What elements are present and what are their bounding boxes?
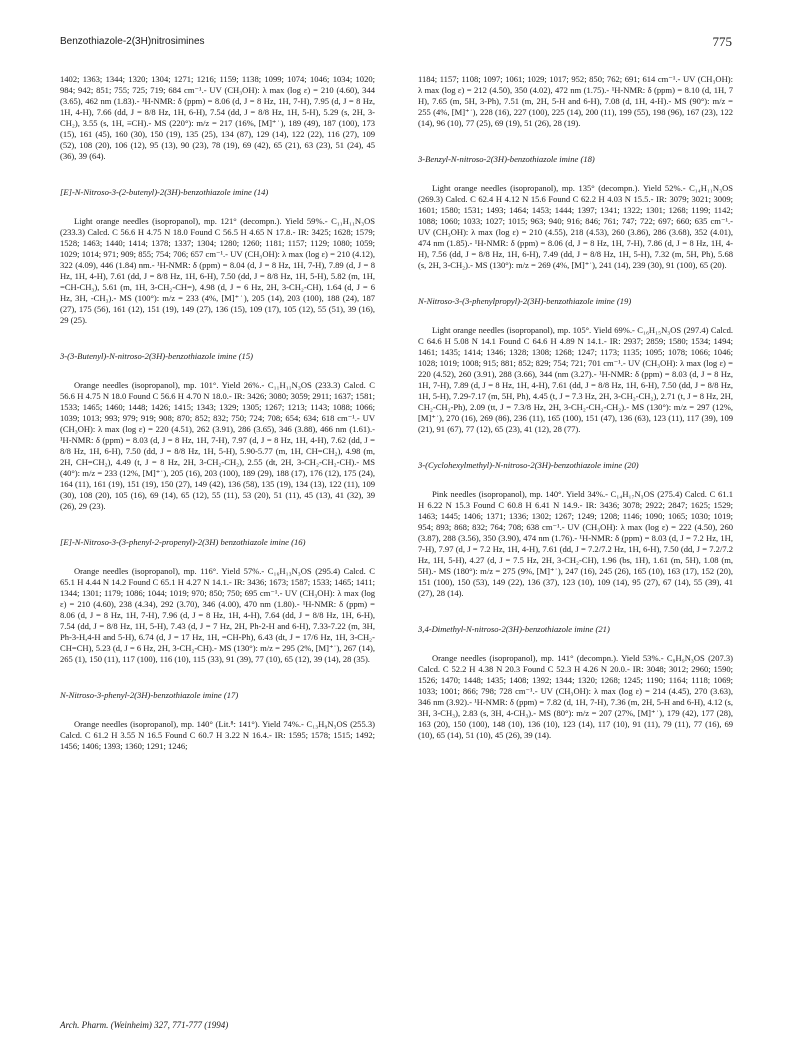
paragraph-continued: 1402; 1363; 1344; 1320; 1304; 1271; 1216; 1159; 1138; 1099; 1074; 1046; 1034; 1020; 984; 942; 851; 755; 725; 719; 684 cm⁻¹.- UV (CH₃OH): λ max (log ε) = 210 (4.60), 344 (3.65), 462 nm (1.83).- ¹H-NMR: δ (ppm) = 8.06 (d, J = 8 Hz, 1H, 7-H), 7.95 (d, J = 8 Hz, 1H, 4-H), 7.66 (dd, J = 8/8 Hz, 1H, 6-H), 7.54 (dd, J = 8/8 Hz, 1H, 5-H), 5.29 (s, 2H, 3-CH₂), 3.55 (s, 1H, ≡CH).- MS (220°): m/z = 217 (16%, [M]⁺˙), 189 (49), 187 (100), 173 (15), 161 (45), 160 (30), 150 (19), 135 (25), 134 (87), 129 (14), 122 (22), 116 (27), 109 (52), 108 (20), 106 (12), 95 (13), 90 (23), 78 (19), 69 (42), 65 (21), 63 (23), 51 (24), 45 (36), 39 (64). [60, 74, 375, 161]
right-column [418, 74, 733, 741]
compound-paragraph-21: Orange needles (isopropanol), mp. 141° (decompn.). Yield 53%.- C₉H₉N₃OS (207.3) Calcd. C 52.2 H 4.38 N 20.3 Found C 52.3 H 4.26 N 20.0.- IR: 3048; 3012; 2960; 1590; 1526; 1470; 1448; 1435; 1408; 1392; 1344; 1320; 1268; 1245; 1190; 1164; 1118; 1069; 1033; 1001; 866; 798; 728 cm⁻¹.- UV (CH₃OH): λ max (log ε) = 214 (4.45), 270 (3.63), 346 nm (3.92).- ¹H-NMR: δ (ppm) = 7.82 (d, 1H, 7-H), 7.36 (m, 2H, 5-H and 6-H), 4.12 (s, 3H, 3-CH₃), 2.83 (s, 3H, 4-CH₃).- MS (80°): m/z = 207 (27%, [M]⁺˙), 179 (42), 177 (28), 163 (20), 150 (100), 148 (10), 136 (10), 123 (14), 117 (10), 91 (11), 79 (11), 77 (16), 69 (10), 65 (14), 51 (10), 45 (26), 39 (14). [418, 653, 733, 740]
compound-heading-14: [E]-N-Nitroso-3-(2-butenyl)-2(3H)-benzothiazole imine (14) [60, 187, 269, 197]
compound-paragraph-18: Light orange needles (isopropanol), mp. 135° (decompn.). Yield 52%.- C₁₄H₁₁N₃OS (269.3) Calcd. C 62.4 H 4.12 N 15.6 Found C 62.2 H 4.03 N 15.5.- IR: 3079; 3021; 3009; 1601; 1580; 1531; 1493; 1464; 1453; 1444; 1397; 1341; 1322; 1301; 1268; 1199; 1142; 1088; 1060; 1033; 1027; 1015; 963; 940; 916; 846; 761; 747; 722; 697; 660; 635 cm⁻¹.- UV (CH₃OH): λ max (log ε) = 210 (4.55), 218 (4.53), 260 (3.86), 286 (3.68), 352 (4.01), 474 nm (1.85).- ¹H-NMR: δ (ppm) = 8.06 (d, J = 8 Hz, 1H, 7-H), 7.86 (d, J = 8 Hz, 1H, 4-H), 7.56 (dd, J = 8/8 Hz, 1H, 6-H), 7.49 (dd, J = 8/8 Hz, 1H, 5-H), 7.32 (m, 5H, Ph), 5.68 (s, 2H, 3-CH₂).- MS (130°): m/z = 269 (4%, [M]⁺˙), 241 (14), 239 (30), 91 (100), 65 (20). [418, 183, 733, 270]
compound-paragraph-17: Orange needles (isopropanol), mp. 140° (Lit.⁸: 141°). Yield 74%.- C₁₃H₉N₃OS (255.3) Calcd. C 61.2 H 3.55 N 16.5 Found C 60.7 H 3.22 N 16.4.- IR: 1595; 1578; 1515; 1492; 1456; 1406; 1393; 1360; 1291; 1246; [60, 719, 375, 751]
left-column [60, 74, 375, 752]
compound-paragraph-15: Orange needles (isopropanol), mp. 101°. Yield 26%.- C₁₁H₁₁N₃OS (233.3) Calcd. C 56.6 H 4.75 N 18.0 Found C 56.6 H 4.70 N 18.0.- IR: 3426; 3080; 3059; 2911; 1637; 1581; 1533; 1465; 1460; 1448; 1426; 1415; 1343; 1329; 1305; 1267; 1213; 1143; 1088; 1066; 1039; 1013; 993; 979; 919; 908; 870; 852; 832; 750; 724; 708; 654; 634; 618 cm⁻¹.- UV (CH₃OH): λ max (log ε) = 220 (4.51), 262 (3.91), 286 (3.65), 346 (3.88), 466 nm (1.61).- ¹H-NMR: δ (ppm) = 8.03 (d, J = 8 Hz, 1H, 7-H), 7.97 (d, J = 8 Hz, 1H, 4-H), 7.62 (dd, J = 8/8 Hz, 1H, 6-H), 7.50 (dd, J = 8/8 Hz, 1H, 5-H), 5.90-5.77 (m, 1H, CH=CH₂), 4.98 (m, 2H, CH=CH₂), 4.49 (t, J = 8 Hz, 2H, 3-CH₂-CH₂), 2.55 (dt, 2H, 3-CH₂-CH₂-CH).- MS (40°): m/z = 233 (12%, [M]⁺˙), 205 (16), 203 (100), 189 (29), 188 (17), 176 (12), 175 (24), 164 (11), 161 (19), 151 (19), 150 (27), 149 (42), 136 (58), 135 (19), 134 (13), 122 (11), 109 (30), 108 (20), 105 (16), 69 (14), 65 (12), 55 (11), 53 (20), 51 (11), 45 (13), 41 (32), 39 (26), 29 (23). [60, 380, 375, 511]
compound-paragraph-14: Light orange needles (isopropanol), mp. 121° (decompn.). Yield 59%.- C₁₁H₁₁N₃OS (233.3) Calcd. C 56.6 H 4.75 N 18.0 Found C 56.5 H 4.65 N 17.8.- IR: 3425; 1628; 1579; 1528; 1463; 1440; 1414; 1378; 1337; 1304; 1280; 1260; 1181; 1157; 1129; 1080; 1059; 1029; 1014; 971; 909; 855; 754; 706; 657 cm⁻¹.- UV (CH₃OH): λ max (log ε) = 210 (4.12), 322 (4.09), 446 (1.84) nm.- ¹H-NMR: δ (ppm) = 8.04 (d, J = 8 Hz, 1H, 7-H), 7.89 (d, J = 8 Hz, 1H, 4-H), 7.61 (dd, J = 8/8 Hz, 1H, 6-H), 7.50 (dd, J = 8/8 Hz, 1H, 5-H), 5.82 (m, 1H, =CH-CH₃), 5.61 (m, 1H, 3-CH₂-CH=), 4.98 (d, J = 6 Hz, 2H, 3-CH₂-CH), 1.64 (d, J = 6 Hz, 3H, -CH₃).- MS (100°): m/z = 233 (4%, [M]⁺˙), 205 (14), 203 (100), 188 (24), 187 (27), 175 (56), 161 (12), 151 (19), 149 (27), 136 (15), 109 (17), 105 (12), 55 (51), 39 (16), 29 (25). [60, 216, 375, 325]
compound-heading-21: 3,4-Dimethyl-N-nitroso-2(3H)-benzothiazole imine (21) [418, 624, 610, 634]
running-head [60, 36, 732, 52]
compound-paragraph-20: Pink needles (isopropanol), mp. 140°. Yield 34%.- C₁₄H₁₇N₃OS (275.4) Calcd. C 61.1 H 6.22 N 15.3 Found C 60.8 H 6.41 N 14.9.- IR: 3436; 3078; 2922; 2847; 1625; 1529; 1463; 1445; 1406; 1371; 1336; 1302; 1267; 1249; 1208; 1146; 1090; 1065; 1030; 1019; 954; 893; 868; 832; 764; 708; 638 cm⁻¹.- UV (CH₃OH): λ max (log ε) = 222 (4.50), 260 (3.87), 288 (3.56), 350 (3.90), 474 nm (1.76).- ¹H-NMR: δ (ppm) = 8.03 (d, J = 7.2 Hz, 1H, 7-H), 7.97 (d, J = 7.2 Hz, 1H, 4-H), 7.61 (dd, J = 7.2/7.2 Hz, 1H, 6-H), 7.50 (dd, J = 7.2/7.2 Hz, 1H, 5-H), 4.27 (d, J = 7.5 Hz, 2H, 3-CH₂-CH), 1.96 (bs, 1H), 1.61 (m, 5H), 1.08 (m, 5H).- MS (180°): m/z = 275 (9%, [M]⁺˙), 247 (16), 245 (26), 165 (10), 163 (17), 152 (20), 151 (100), 150 (53), 149 (22), 136 (37), 123 (10), 109 (14), 95 (27), 67 (14), 55 (39), 41 (27), 28 (14). [418, 489, 733, 598]
compound-heading-20: 3-(Cyclohexylmethyl)-N-nitroso-2(3H)-benzothiazole imine (20) [418, 460, 639, 470]
page-number: 775 [712, 34, 732, 49]
compound-heading-18: 3-Benzyl-N-nitroso-2(3H)-benzothiazole imine (18) [418, 154, 595, 164]
compound-heading-16: [E]-N-Nitroso-3-(3-phenyl-2-propenyl)-2(3H) benzothiazole imine (16) [60, 537, 306, 547]
journal-footer: Arch. Pharm. (Weinheim) 327, 771-777 (1994) [60, 1020, 229, 1030]
paragraph-17-continued: 1184; 1157; 1108; 1097; 1061; 1029; 1017; 952; 850; 762; 691; 614 cm⁻¹.- UV (CH₃OH): λ max (log ε) = 212 (4.50), 350 (4.02), 472 nm (1.75).- ¹H-NMR: δ (ppm) = 8.10 (d, 1H, 7 H), 7.65 (m, 5H, 3-Ph), 7.51 (m, 2H, 5-H and 6-H), 7.08 (d, 1H, 4-H).- MS (90°): m/z = 255 (4%, [M]⁺˙), 228 (16), 227 (100), 225 (14), 200 (11), 199 (55), 198 (96), 167 (23), 122 (14), 96 (10), 77 (25), 69 (19), 51 (26), 28 (19). [418, 74, 733, 128]
running-title: Benzothiazole-2(3H)nitrosimines [60, 36, 205, 47]
compound-paragraph-16: Orange needles (isopropanol), mp. 116°. Yield 57%.- C₁₆H₁₃N₃OS (295.4) Calcd. C 65.1 H 4.44 N 14.2 Found C 65.1 H 4.27 N 14.1.- IR: 3436; 1673; 1587; 1533; 1465; 1411; 1344; 1301; 1179; 1086; 1044; 1019; 970; 850; 750; 695 cm⁻¹.- UV (CH₃OH): λ max (log ε) = 210 (4.60), 238 (4.34), 292 (3.70), 346 (4.00), 470 nm (1.80).- ¹H-NMR: δ (ppm) = 8.06 (d, J = 8 Hz, 1H, 7-H), 7.96 (d, J = 8 Hz, 1H, 4-H), 7.64 (dd, J = 8/8 Hz, 1H, 6-H), 7.54 (dd, J = 8/8 Hz, 1H, 5-H), 7.43 (d, J = 7 Hz, 2H, Ph-2-H and 6-H), 7.33-7.22 (m, 3H, Ph-3-H,4-H and 5-H), 6.74 (d, J = 17 Hz, 1H, =CH-Ph), 6.43 (dt, J = 17/6 Hz, 1H, 3-CH₂-CH=CH), 5.23 (d, J = 6 Hz, 2H, 3-CH₂-CH).- MS (130°): m/z = 295 (2%, [M]⁺˙), 267 (14), 265 (1), 150 (11), 117 (100), 116 (10), 115 (33), 91 (39), 77 (10), 65 (12), 39 (14), 28 (35). [60, 566, 375, 664]
compound-heading-15: 3-(3-Butenyl)-N-nitroso-2(3H)-benzothiazole imine (15) [60, 351, 253, 361]
compound-heading-19: N-Nitroso-3-(3-phenylpropyl)-2(3H)-benzothiazole imine (19) [418, 296, 632, 306]
compound-paragraph-19: Light orange needles (isopropanol), mp. 105°. Yield 69%.- C₁₆H₁₅N₃OS (297.4) Calcd. C 64.6 H 5.08 N 14.1 Found C 64.6 H 4.89 N 14.1.- IR: 2937; 2859; 1580; 1534; 1494; 1461; 1435; 1414; 1346; 1328; 1308; 1268; 1247; 1173; 1135; 1095; 1078; 1066; 1046; 1028; 1019; 1008; 915; 881; 852; 829; 754; 721; 701 cm⁻¹.- UV (CH₃OH): λ max (log ε) = 220 (4.52), 260 (3.91), 288 (3.66), 344 (nm (3.27).- ¹H-NMR: δ (ppm) = 8.03 (d, J = 8 Hz, 1H, 7-H), 7.89 (d, J = 8 Hz, 1H, 4-H), 7.61 (dd, J = 8/8 Hz, 1H, 6-H), 7.50 (dd, J = 8/8 Hz, 1H, 5-H), 7.29-7.17 (m, 5H, Ph), 4.45 (t, J = 7.3 Hz, 2H, 3-CH₂-CH₂), 2.71 (t, J = 8 Hz, 2H, CH₂-CH₂-Ph), 2.09 (tt, J = 7.3/8 Hz, 2H, 3-CH₂-CH₂-CH₂).- MS (130°): m/z = 297 (12%, [M]⁺˙), 270 (16), 269 (86), 236 (11), 165 (100), 151 (47), 136 (63), 123 (11), 117 (39), 109 (21), 91 (67), 77 (12), 65 (23), 41 (12), 28 (77). [418, 325, 733, 434]
compound-heading-17: N-Nitroso-3-phenyl-2(3H)-benzothiazole imine (17) [60, 690, 239, 700]
